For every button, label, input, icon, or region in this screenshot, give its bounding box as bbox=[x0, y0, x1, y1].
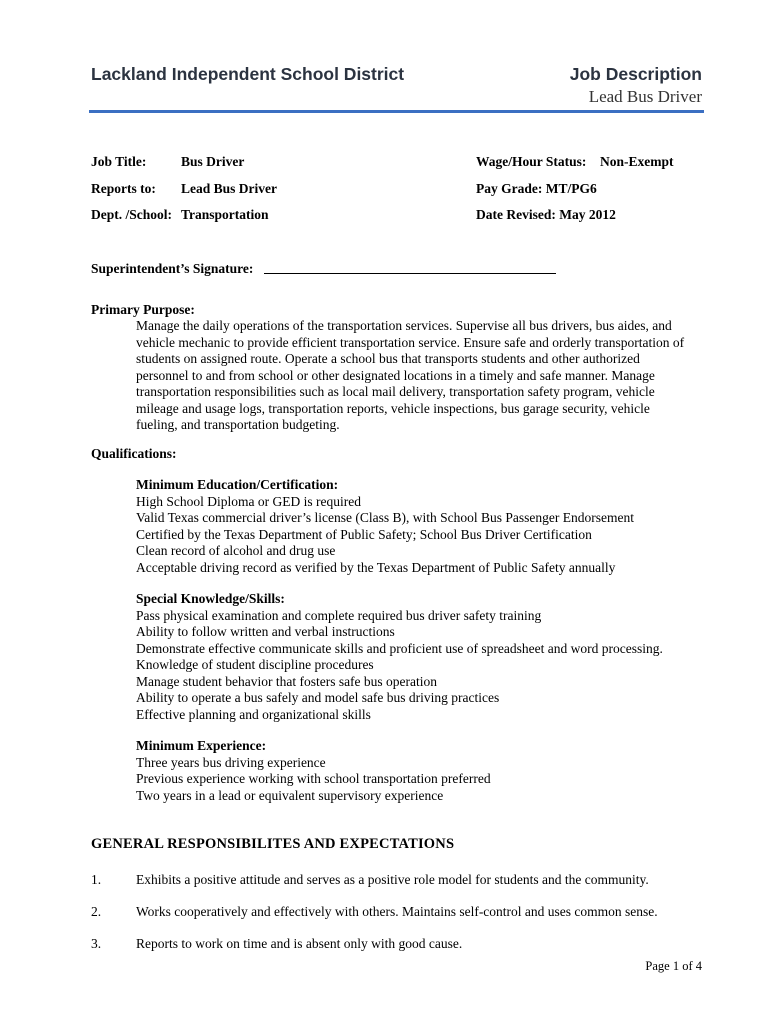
organization-name: Lackland Independent School District bbox=[91, 64, 405, 84]
purpose-line: fueling, and transportation budgeting. bbox=[136, 417, 340, 432]
experience-item: Previous experience working with school transportation preferred bbox=[136, 771, 491, 786]
reports-to-value: Lead Bus Driver bbox=[181, 181, 277, 196]
experience-item: Two years in a lead or equivalent supervisory experience bbox=[136, 787, 444, 803]
education-section bbox=[136, 477, 711, 576]
responsibility-item: Works cooperatively and effectively with others. Maintains self-control and uses common sense. bbox=[136, 904, 658, 919]
wage-status-label: Wage/Hour Status: bbox=[476, 154, 587, 169]
skills-item: Effective planning and organizational skills bbox=[136, 706, 371, 722]
qualifications-heading: Qualifications: bbox=[91, 446, 177, 461]
primary-purpose-text bbox=[136, 318, 711, 434]
purpose-line: mileage and usage logs, transportation reports, vehicle inspections, bus garage security, vehicle bbox=[136, 400, 650, 416]
skills-heading: Special Knowledge/Skills: bbox=[136, 591, 285, 606]
skills-item: Ability to operate a bus safely and model safe bus driving practices bbox=[136, 690, 500, 705]
date-revised: Date Revised: May 2012 bbox=[476, 207, 616, 222]
primary-purpose-heading: Primary Purpose: bbox=[91, 302, 195, 317]
reports-to-label: Reports to: bbox=[91, 181, 156, 196]
header-rule bbox=[89, 110, 704, 113]
general-responsibilities-heading: GENERAL RESPONSIBILITES AND EXPECTATIONS bbox=[91, 836, 455, 852]
skills-item: Demonstrate effective communicate skills and proficient use of spreadsheet and word processing. bbox=[136, 640, 663, 656]
pay-grade: Pay Grade: MT/PG6 bbox=[476, 181, 597, 196]
position-title: Lead Bus Driver bbox=[588, 87, 702, 106]
dept-label: Dept. /School: bbox=[91, 207, 172, 222]
purpose-line: transportation responsibilities such as local mail delivery, transportation safety program, vehicle bbox=[136, 384, 655, 399]
experience-item: Three years bus driving experience bbox=[136, 754, 326, 770]
skills-item: Manage student behavior that fosters safe bus operation bbox=[136, 673, 438, 689]
purpose-line: Manage the daily operations of the transportation services. Supervise all bus drivers, bus aides, and bbox=[136, 318, 672, 333]
education-item: High School Diploma or GED is required bbox=[136, 493, 361, 509]
skills-item: Knowledge of student discipline procedures bbox=[136, 657, 374, 672]
education-item: Acceptable driving record as verified by the Texas Department of Public Safety annually bbox=[136, 559, 616, 575]
experience-section bbox=[136, 738, 711, 804]
signature-label: Superintendent’s Signature: bbox=[91, 261, 254, 276]
education-heading: Minimum Education/Certification: bbox=[136, 477, 339, 492]
document-type: Job Description bbox=[569, 64, 702, 84]
item-number: 2. bbox=[91, 904, 102, 919]
item-number: 3. bbox=[91, 936, 102, 951]
wage-status-value: Non-Exempt bbox=[600, 154, 674, 169]
education-item: Valid Texas commercial driver’s license (Class B), with School Bus Passenger Endorsement bbox=[136, 510, 634, 525]
education-item: Certified by the Texas Department of Public Safety; School Bus Driver Certification bbox=[136, 526, 592, 542]
skills-item: Ability to follow written and verbal instructions bbox=[136, 624, 395, 639]
responsibility-item: Exhibits a positive attitude and serves as a positive role model for students and the community. bbox=[136, 872, 649, 887]
signature-line bbox=[264, 273, 556, 274]
item-number: 1. bbox=[91, 872, 102, 887]
skills-item: Pass physical examination and complete required bus driver safety training bbox=[136, 607, 542, 623]
page-number: Page 1 of 4 bbox=[645, 959, 702, 973]
responsibility-item: Reports to work on time and is absent only with good cause. bbox=[136, 936, 463, 951]
job-title-value: Bus Driver bbox=[181, 154, 245, 169]
skills-section bbox=[136, 591, 711, 723]
purpose-line: vehicle mechanic to provide efficient transportation service. Ensure safe and orderly transportation of bbox=[136, 334, 685, 350]
purpose-line: personnel to and from school or other designated locations in a timely and safe manner. Manage bbox=[136, 367, 655, 383]
dept-value: Transportation bbox=[181, 207, 269, 222]
experience-heading: Minimum Experience: bbox=[136, 738, 267, 753]
education-item: Clean record of alcohol and drug use bbox=[136, 543, 336, 558]
purpose-line: students on assigned route. Operate a school bus that transports students and other authorized bbox=[136, 351, 640, 366]
job-title-label: Job Title: bbox=[91, 154, 147, 169]
